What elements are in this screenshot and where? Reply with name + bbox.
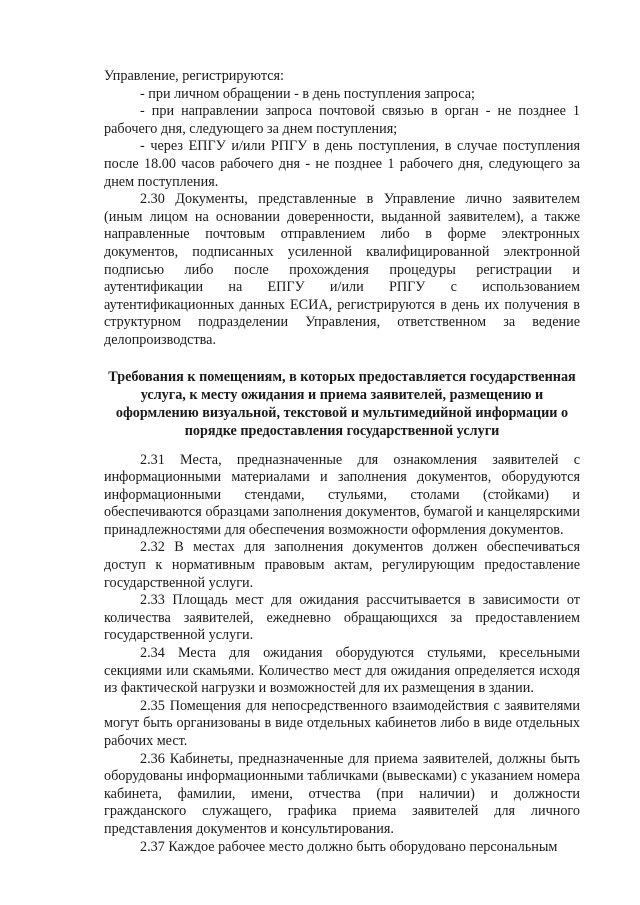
section-heading-line: Требования к помещениям, в которых предоставляется государственная [108,368,576,385]
paragraph-2-33: 2.33 Площадь мест для ожидания рассчитывается в зависимости от количества заявителей, ежедневно обращающихся за предоставлением государственной услуги. [104,592,580,644]
paragraph-2-30: 2.30 Документы, представленные в Управление лично заявителем (иным лицом на основании доверенности, выданной заявителем), а также направленные почтовым отправлением либо в форме электронных документов, подписанных усиленной квалифицированной электронной подписью либо после прохождения процедуры регистрации и аутентификации на ЕПГУ и/или РПГУ с использованием аутентификационных данных ЕСИА, регистрируются в день их получения в структурном подразделении Управления, ответственном за ведение делопроизводства. [104,191,580,348]
list-item: - при личном обращении - в день поступления запроса; [140,85,475,102]
section-heading-line: оформлению визуальной, текстовой и мультимедийной информации о [115,404,569,421]
paragraph-2-32: 2.32 В местах для заполнения документов должен обеспечиваться доступ к нормативным правовым актам, регулирующим предоставление государственной услуги. [104,539,580,591]
section-heading-line: порядке предоставления государственной услуги [184,422,500,439]
intro-line: Управление, регистрируются: [104,68,284,84]
section-heading-line: услуга, к месту ожидания и приема заявителей, размещению и [140,386,544,403]
document-body [104,68,580,856]
paragraph-2-35: 2.35 Помещения для непосредственного взаимодействия с заявителями могут быть организованы в виде отдельных кабинетов либо в виде отдельных рабочих мест. [104,697,580,749]
list-item: - при направлении запроса почтовой связью в орган - не позднее 1 рабочего дня, следующего за днем поступления; [104,103,580,137]
list-item: - через ЕПГУ и/или РПГУ в день поступления, в случае поступления после 18.00 часов рабочего дня - не позднее 1 рабочего дня, следующего за днем поступления. [104,138,580,190]
paragraph-2-36: 2.36 Кабинеты, предназначенные для приема заявителей, должны быть оборудованы информационными табличками (вывесками) с указанием номера кабинета, фамилии, имени, отчества (при наличии) и должности гражданского служащего, графика приема заявителей для личного представления документов и консультирования. [104,750,580,837]
paragraph-2-31: 2.31 Места, предназначенные для ознакомления заявителей с информационными материалами и заполнения документов, оборудуются информационными стендами, стульями, столами (стойками) и обеспечиваются образцами заполнения документов, бумагой и канцелярскими принадлежностями для обеспечения возможности оформления документов. [104,451,580,538]
paragraph-2-34: 2.34 Места для ожидания оборудуются стульями, кресельными секциями или скамьями. Количество мест для ожидания определяется исходя из фактической нагрузки и возможностей для их размещения в здании. [104,645,580,697]
paragraph-2-37: 2.37 Каждое рабочее место должно быть оборудовано персональным [140,838,558,855]
section-heading [104,368,580,440]
